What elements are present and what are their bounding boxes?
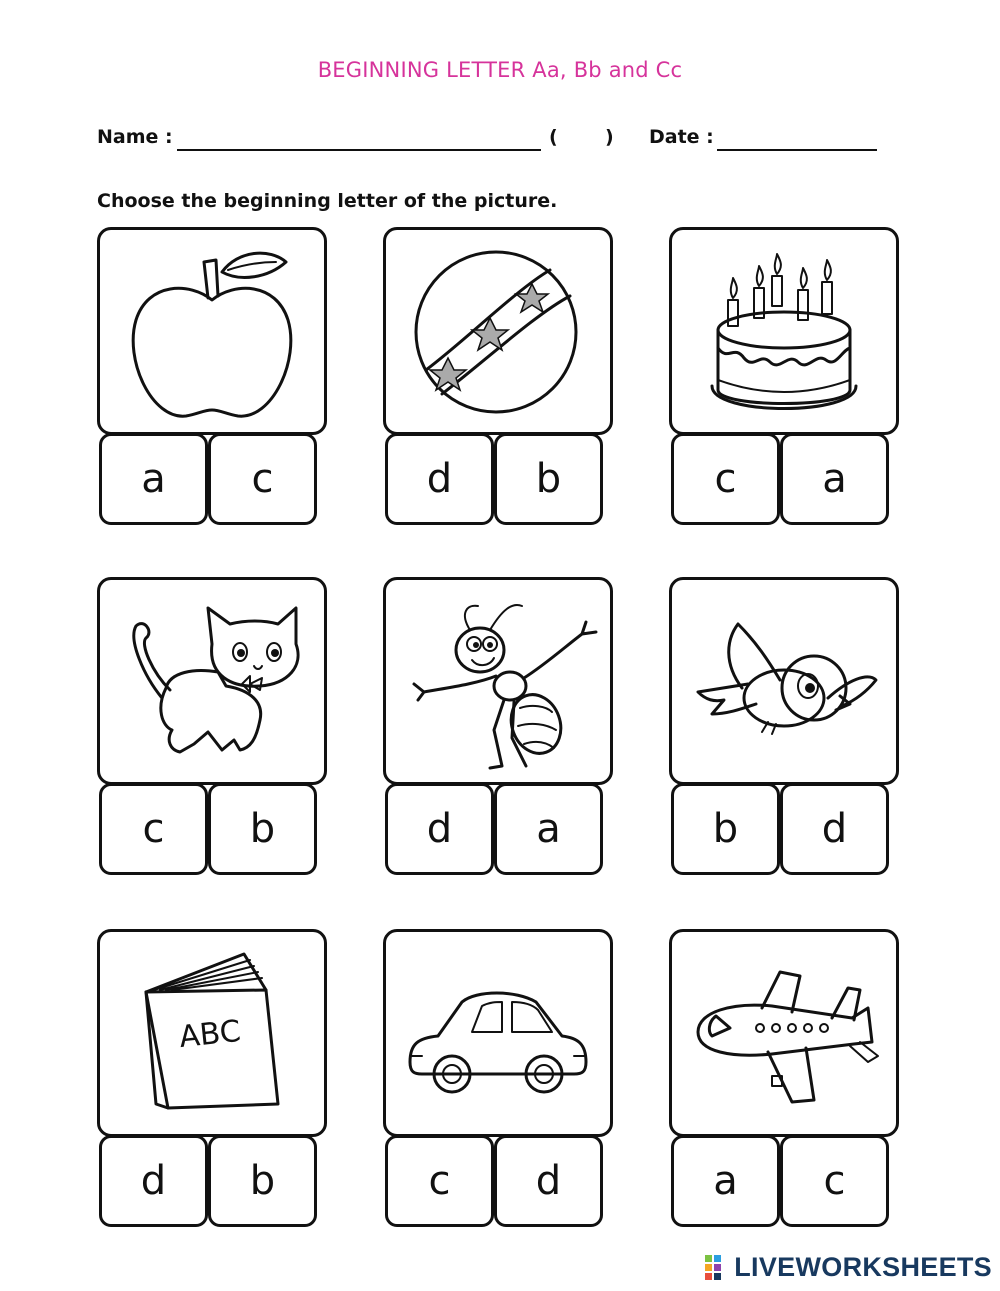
cat-icon (100, 580, 324, 782)
card-ball (383, 227, 613, 527)
picture-frame (669, 577, 899, 785)
option-left[interactable]: b (671, 783, 780, 875)
option-left[interactable]: a (671, 1135, 780, 1227)
card-ant (383, 577, 613, 877)
date-label: Date : (649, 126, 714, 148)
option-right[interactable]: b (494, 433, 603, 525)
airplane-icon (672, 932, 896, 1134)
book-cover-text: ABC (177, 1013, 243, 1056)
page-title: BEGINNING LETTER Aa, Bb and Cc (317, 58, 683, 82)
option-left[interactable]: d (99, 1135, 208, 1227)
option-right[interactable]: c (208, 433, 317, 525)
card-book (97, 929, 327, 1229)
brand-name: LIVEWORKSHEETS (734, 1251, 992, 1282)
card-cat (97, 577, 327, 877)
option-left[interactable]: c (99, 783, 208, 875)
footer-brand (704, 1250, 992, 1284)
option-right[interactable]: a (494, 783, 603, 875)
option-right[interactable]: b (208, 783, 317, 875)
name-field[interactable] (177, 149, 541, 151)
book-icon (100, 932, 324, 1134)
card-airplane (669, 929, 899, 1229)
option-left[interactable]: d (385, 783, 494, 875)
ant-icon (386, 580, 610, 782)
date-field[interactable] (717, 149, 877, 151)
card-car (383, 929, 613, 1229)
option-right[interactable]: c (780, 1135, 889, 1227)
picture-frame (383, 929, 613, 1137)
car-icon (386, 932, 610, 1134)
card-cake (669, 227, 899, 527)
option-left[interactable]: c (671, 433, 780, 525)
option-right[interactable]: d (780, 783, 889, 875)
option-left[interactable]: a (99, 433, 208, 525)
picture-frame (97, 577, 327, 785)
option-left[interactable]: c (385, 1135, 494, 1227)
picture-frame (97, 929, 327, 1137)
instruction-text: Choose the beginning letter of the picture. (97, 190, 558, 212)
liveworksheets-logo-icon (704, 1253, 730, 1281)
paren-close: ) (605, 126, 614, 148)
option-left[interactable]: d (385, 433, 494, 525)
option-right[interactable]: d (494, 1135, 603, 1227)
option-right[interactable]: b (208, 1135, 317, 1227)
picture-frame (97, 227, 327, 435)
name-label: Name : (97, 126, 173, 148)
picture-frame (383, 227, 613, 435)
ball-icon (386, 230, 610, 432)
card-apple (97, 227, 327, 527)
card-bird (669, 577, 899, 877)
picture-frame (669, 929, 899, 1137)
paren-open: ( (549, 126, 558, 148)
option-right[interactable]: a (780, 433, 889, 525)
bird-icon (672, 580, 896, 782)
cake-icon (672, 230, 896, 432)
apple-icon (100, 230, 324, 432)
name-date-row (97, 126, 897, 156)
picture-frame (383, 577, 613, 785)
picture-frame (669, 227, 899, 435)
